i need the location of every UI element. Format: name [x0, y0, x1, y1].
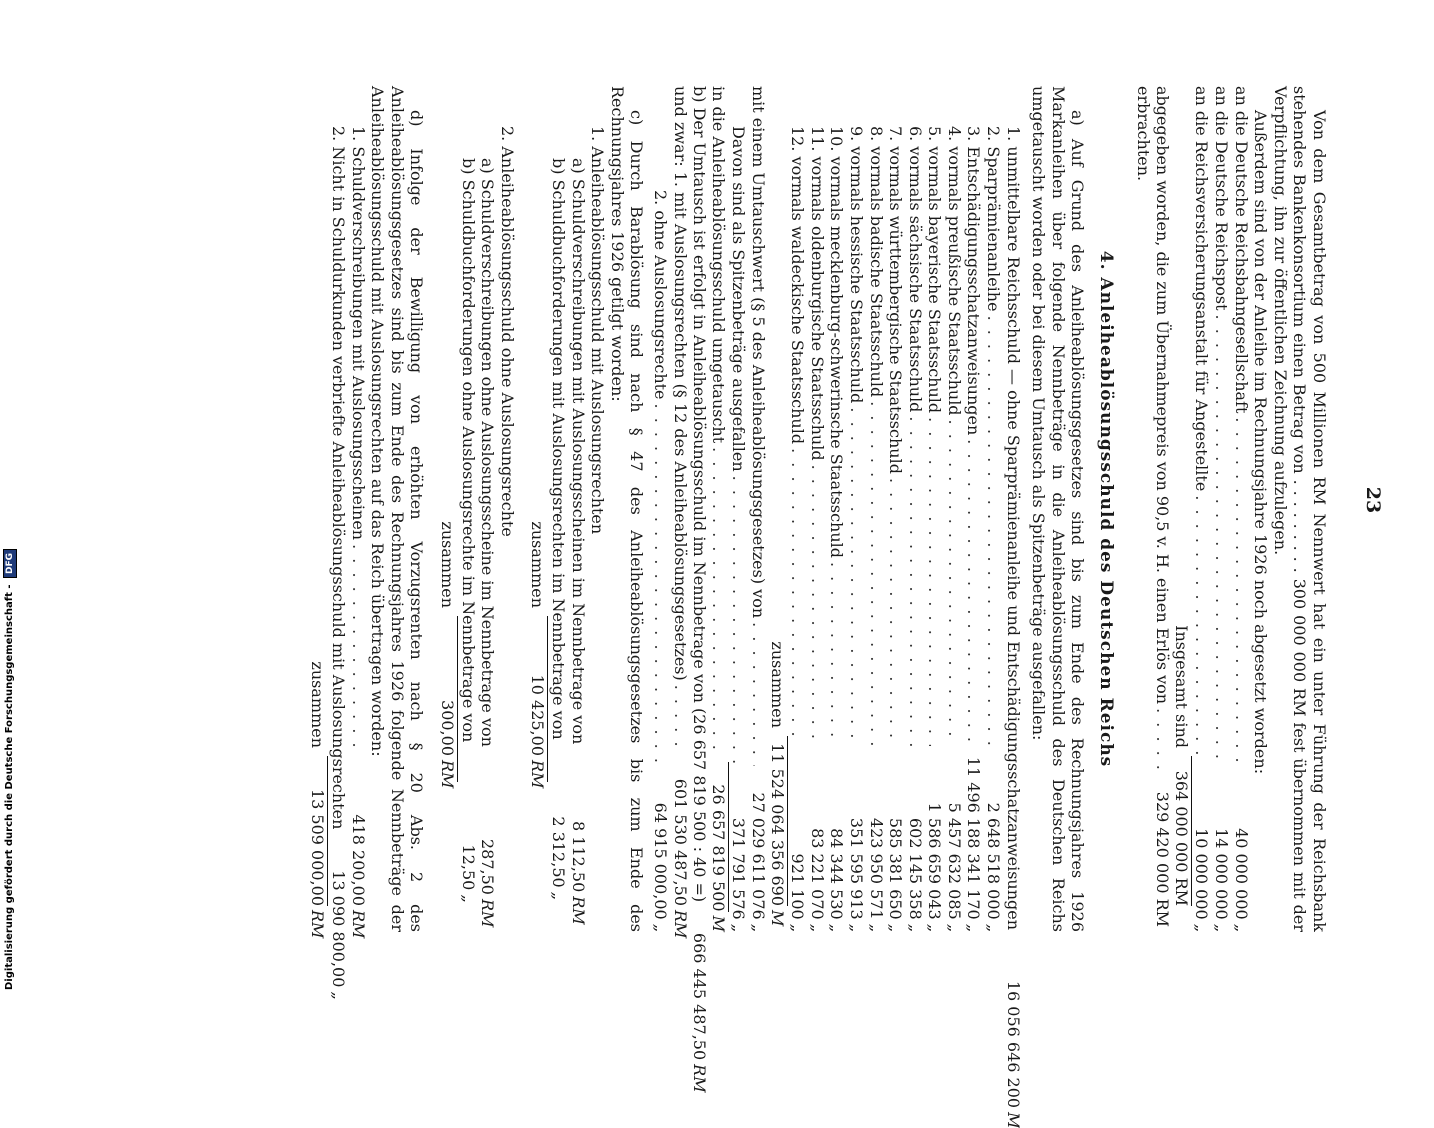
d-row-2	[329, 86, 349, 1000]
section-a-item	[925, 86, 945, 932]
item-value: 585 381 650	[886, 817, 906, 920]
item-label: 1. unmittelbare Reichsschuld — ohne Sparprämienanleihe und Entschädigungsschatzanweisungen	[1003, 126, 1023, 931]
item-value: 602 145 358	[905, 817, 925, 920]
c-g2-a-row	[478, 86, 498, 932]
result-label: in die Anleiheablösungsschuld umgetauscht	[708, 86, 728, 444]
intro-paragraph	[1270, 86, 1329, 932]
section-a-item	[827, 86, 847, 932]
intro-row	[1192, 86, 1212, 932]
closing-end: erbrachten.	[1133, 86, 1153, 182]
item-value: 423 950 571	[866, 817, 886, 920]
text-block	[308, 86, 1329, 1128]
item-unit: „	[807, 923, 827, 932]
dot-leader	[1211, 315, 1231, 766]
dot-leader: . . . . . . . . .	[1290, 479, 1310, 579]
d-unit-1: RM	[348, 910, 368, 939]
section-a-item	[1003, 86, 1023, 1128]
d-sum-unit: RM	[308, 910, 328, 939]
item-label: 2. Sparprämienanleihe	[984, 126, 1004, 312]
d-sum-row	[308, 86, 329, 939]
item-unit: „	[866, 923, 886, 932]
c-g2-a-label: a) Schuldverschreibungen ohne Auslosungsscheine im Nennbetrage von	[478, 158, 498, 747]
d-row-1	[348, 86, 368, 939]
item-label: 3. Entschädigungsschatzanweisungen	[964, 126, 984, 436]
item-label: 4. vormals preußische Staatsschuld	[944, 126, 964, 416]
item-label: 8. vormals badische Staatsschuld	[866, 126, 886, 398]
dot-leader	[807, 465, 827, 746]
dot-leader	[925, 417, 945, 746]
dot-leader	[846, 407, 866, 745]
intro-row	[1231, 86, 1251, 932]
dot-leader	[984, 316, 1004, 746]
closing-value: 329 420 000 RM	[1153, 791, 1173, 928]
c-g1-sum-row	[529, 86, 549, 932]
section-c-text: c) Durch Barablösung sind nach § 47 des Anleiheablösungsgesetzes bis zum Ende des Rechnungsjahres 1926 getilgt worden:	[607, 86, 647, 932]
item-value: 84 344 530	[827, 828, 847, 920]
dot-leader	[827, 562, 847, 746]
c-g1-sum-unit: RM	[528, 756, 549, 782]
item-unit: „	[964, 923, 984, 932]
item-unit: „	[905, 923, 925, 932]
d-value-1: 418 200,00	[348, 814, 368, 906]
item-unit: „	[846, 923, 866, 932]
row-value: 10 000 000	[1192, 828, 1212, 920]
section-b-line-2: 2. ohne Auslosungsrechte	[651, 190, 670, 400]
c-g2-a-value: 287,50	[478, 838, 498, 895]
umtausch-unit: „	[748, 923, 768, 932]
total-value: 364 000 000 RM	[1171, 756, 1192, 906]
c-g2-b-unit: „	[458, 894, 478, 903]
c-g2-sum-row	[438, 86, 458, 932]
dot-leader	[964, 439, 984, 745]
item-label: 10. vormals mecklenburg-schwerinsche Staatsschuld	[827, 126, 847, 558]
sum-value: 11 524 064 356 690	[767, 736, 788, 906]
c-g1-sum-value: 10 425,00	[528, 616, 549, 756]
item-label: 11. vormals oldenburgische Staatsschuld	[807, 126, 827, 461]
c-group-2-title: 2. Anleiheablösungsschuld ohne Auslosungsrechte	[497, 126, 517, 537]
section-b-row	[690, 86, 710, 1093]
d-value-2: 13 090 800,00	[329, 870, 349, 988]
row-value: 40 000 000	[1231, 828, 1251, 920]
item-unit: „	[788, 923, 808, 932]
intro-closing-row	[1153, 86, 1173, 932]
item-value: 11 496 188 341 170	[964, 756, 984, 920]
c-group-1-title: 1. Anleiheablösungsschuld mit Auslosungsrechten	[588, 126, 608, 535]
dot-leader	[670, 685, 690, 752]
item-value: 16 056 646 200	[1003, 980, 1023, 1109]
c-g1-sum-label: zusammen	[528, 521, 548, 608]
dot-leader	[1192, 495, 1212, 765]
section-b-v2-unit: „	[651, 923, 670, 932]
item-unit: „	[925, 923, 945, 932]
section-a-item	[807, 86, 827, 932]
section-b-v1-unit: RM	[670, 910, 690, 939]
row-unit: „	[1192, 923, 1212, 932]
c-g2-sum-unit: RM	[437, 756, 458, 782]
dot-leader	[1231, 417, 1251, 765]
dot-leader	[650, 404, 670, 766]
umtausch-row	[748, 86, 768, 932]
closing-text: abgegeben worden, die zum Übernahmepreis von 90,5 v. H. einen Erlös von	[1153, 86, 1173, 705]
item-unit: „	[984, 923, 1004, 932]
sum-label: zusammen	[767, 641, 787, 728]
dot-leader	[348, 544, 368, 752]
section-a-item	[984, 86, 1004, 932]
total-label: Insgesamt sind	[1171, 625, 1191, 748]
c-g2-sum-label: zusammen	[438, 521, 458, 608]
c-g1-b-unit: „	[549, 891, 569, 900]
c-g1-a-value: 8 112,50	[568, 821, 588, 893]
d-unit-2: „	[329, 991, 349, 1000]
dot-leader	[729, 476, 749, 766]
item-label: 6. vormals sächsische Staatsschuld	[905, 126, 925, 413]
spitzen-row	[729, 86, 749, 932]
c-g1-b-row	[548, 86, 568, 932]
credit-text: Digitalisierung gefördert durch die Deutsche Forschungsgemeinschaft -	[4, 584, 15, 990]
umtausch-value: 27 029 611 076	[748, 792, 768, 920]
result-row	[709, 86, 729, 932]
section-b-unit: RM	[690, 1064, 710, 1093]
c-g2-b-value: 12,50	[458, 844, 478, 891]
section-b-row-2	[650, 86, 670, 932]
section-heading: 4. Anleiheablösungsschuld des Deutschen Reichs	[1096, 250, 1117, 768]
item-unit: „	[886, 923, 906, 932]
item-value: 1 586 659 043	[925, 802, 945, 920]
c-g1-a-row	[568, 86, 588, 932]
item-value: 351 595 913	[846, 817, 866, 920]
row-unit: „	[1212, 923, 1232, 932]
d-item-2: 2. Nicht in Schuldurkunden verbriefte Anleiheablösungsschuld mit Auslosungsrechten	[329, 126, 349, 830]
row-label: an die Reichsversicherungsanstalt für Angestellte	[1192, 86, 1212, 492]
row-label: an die Deutsche Reichspost	[1212, 86, 1232, 311]
spitzen-label: Davon sind als Spitzenbeträge ausgefallen	[729, 126, 749, 472]
intro-row	[1211, 86, 1231, 932]
item-label: 7. vormals württembergische Staatsschuld	[886, 126, 906, 474]
dot-leader	[788, 448, 808, 746]
item-value: 2 648 518 000	[984, 802, 1004, 920]
intro-text-1: Von dem Gesamtbetrag von 500 Millionen RM Nennwert hat ein unter Führung der Reichsbank stehendes Bankenkonsortium einen Betrag von	[1290, 86, 1329, 932]
result-unit: M	[708, 915, 728, 932]
intro-paragraph-2: Außerdem sind von der Anleihe im Rechnungsjahre 1926 noch abgesetzt worden:	[1251, 110, 1271, 775]
c-g2-a-unit: RM	[478, 898, 498, 928]
c-g2-b-label: b) Schuldbuchforderungen ohne Auslosungsrechte im Nennbetrage von	[458, 158, 478, 743]
intro-total-row	[1172, 86, 1192, 932]
result-value: 26 657 819 500	[708, 762, 729, 912]
row-value: 14 000 000	[1212, 828, 1232, 920]
item-unit: M	[1003, 1112, 1023, 1128]
section-b-value: 666 445 487,50	[690, 932, 710, 1061]
umtausch-label: mit einem Umtauschwert (§ 5 des Anleiheablösungsgesetzes) von	[748, 86, 768, 619]
c-g1-b-label: b) Schuldbuchforderungen mit Auslosungsrechten im Nennbetrage von	[549, 158, 569, 740]
section-b-text: b) Der Umtausch ist erfolgt in Anleiheablösungsschuld im Nennbetrage von (26 657 819 500 : 40 =)	[690, 86, 710, 903]
section-b-line-1: und zwar: 1. mit Auslosungsrechten (§ 12 des Anleiheablösungsgesetzes)	[670, 86, 690, 681]
c-g2-b-row	[458, 86, 478, 932]
item-label: 9. vormals hessische Staatsschuld	[846, 126, 866, 404]
dot-leader	[944, 420, 964, 746]
d-item-1: 1. Schuldverschreibungen mit Auslosungsscheinen	[348, 126, 368, 541]
row-label: an die Deutsche Reichsbahngesellschaft	[1231, 86, 1251, 414]
section-a-item	[846, 86, 866, 932]
c-g1-a-label: a) Schuldverschreibungen mit Auslosungsscheinen im Nennbetrage von	[568, 158, 588, 745]
section-a-text: a) Auf Grund des Anleiheablösungsgesetzes sind bis zum Ende des Rechnungsjahres 1926 Markanleihen über folgende Nennbeträge in die Anleiheablösungsschuld des Deutschen Reichs umgetauscht worden oder bei diesem Umtausch als Spitzenbeträge ausgefallen:	[1029, 86, 1088, 932]
d-sum-value: 13 509 000,00	[308, 756, 329, 906]
section-a-sum-row	[768, 86, 788, 932]
section-a-item	[905, 86, 925, 932]
dot-leader	[748, 622, 768, 766]
item-value: 83 221 070	[807, 828, 827, 920]
section-b-v2: 64 915 000,00	[651, 802, 670, 920]
section-b-row-1	[670, 86, 690, 939]
c-g2-sum-value: 300,00	[437, 616, 458, 756]
dot-leader	[1153, 708, 1173, 773]
section-a-item	[964, 86, 984, 932]
section-b-v1: 601 530 487,50	[670, 778, 690, 906]
intro-value-1: 300 000 000 RM	[1290, 578, 1310, 717]
section-a-item	[866, 86, 886, 932]
row-unit: „	[1231, 923, 1251, 932]
sum-unit: M	[767, 910, 787, 927]
digitization-credit	[3, 549, 17, 990]
item-value: 921 100	[788, 853, 808, 920]
dot-leader	[708, 447, 728, 757]
c-g1-b-value: 2 312,50	[549, 816, 569, 888]
section-a-item	[944, 86, 964, 932]
page-number: 23	[1362, 486, 1384, 514]
section-a-item	[788, 86, 808, 932]
section-a-item	[886, 86, 906, 932]
item-unit: „	[827, 923, 847, 932]
dot-leader	[905, 416, 925, 745]
dfg-logo: DFG	[3, 549, 17, 578]
item-label: 12. vormals waldeckische Staatsschuld	[788, 126, 808, 445]
section-d-text: d) Infolge der Bewilligung von erhöhten Vorzugsrenten nach § 20 Abs. 2 des Anleiheablösungsgesetzes sind bis zum Ende des Rechnungsjahres 1926 folgende Nennbeträge der Anleiheablösungsschuld mit Auslosungsrechten auf das Reich übertragen worden:	[368, 86, 427, 932]
intro-text-2: fest übernommen mit der Verpflichtung, ihn zur öffentlichen Zeichnung aufzulegen.	[1270, 86, 1310, 933]
dot-leader	[866, 401, 886, 745]
spitzen-value: 371 791 576	[729, 817, 749, 920]
c-g1-a-unit: RM	[568, 896, 588, 925]
spitzen-unit: „	[729, 923, 749, 932]
item-unit: „	[944, 923, 964, 932]
dot-leader	[886, 478, 906, 746]
section-a-items	[788, 86, 1023, 1128]
d-sum-label: zusammen	[308, 661, 328, 748]
item-label: 5. vormals bayerische Staatsschuld	[925, 126, 945, 414]
item-value: 5 457 632 085	[944, 802, 964, 920]
